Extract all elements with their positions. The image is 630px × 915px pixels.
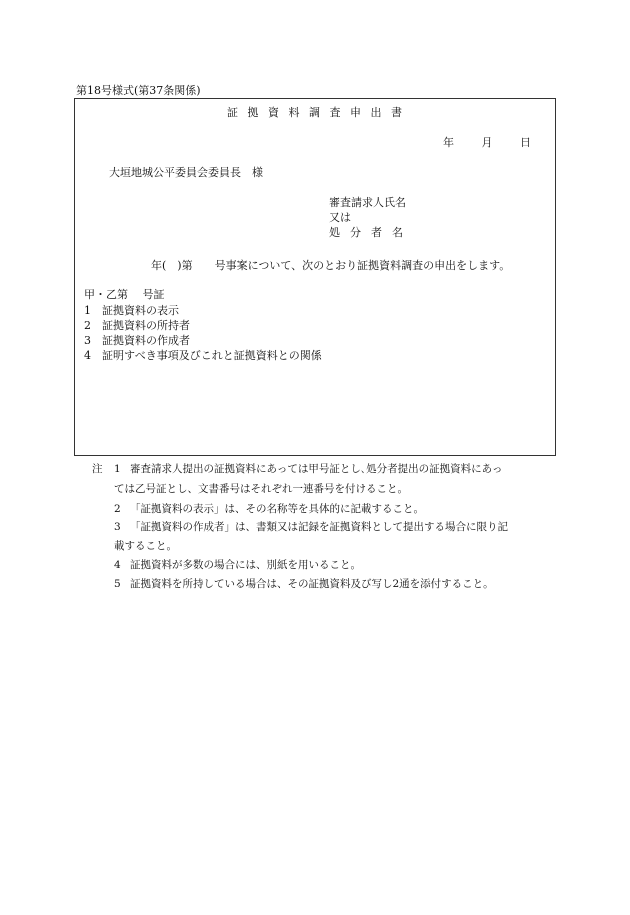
date-line: 年 月 日 (443, 136, 531, 149)
request-sentence: 年( )第 号事案について、次のとおり証拠資料調査の申出をします。 (151, 259, 511, 272)
note-text: 「証拠資料の表示」は、その名称等を具体的に記載すること。 (130, 503, 424, 515)
item-number: 3 (84, 334, 91, 347)
list-item (84, 335, 190, 346)
item-text: 証拠資料の作成者 (102, 334, 190, 347)
note-number: 1 (114, 463, 121, 475)
item-text: 証拠資料の表示 (102, 304, 179, 317)
item-text: 証明すべき事項及びこれと証拠資料との関係 (102, 349, 322, 362)
application-form-box (74, 98, 556, 456)
addressee: 大垣地城公平委員会委員長 様 (109, 166, 263, 179)
note-number: 4 (114, 559, 121, 571)
note-text: 証拠資料が多数の場合には、別紙を用いること。 (130, 559, 361, 571)
list-item (84, 305, 179, 316)
disposer-name-label: 処分者名 (329, 226, 413, 239)
note-number: 3 (114, 521, 121, 533)
note-text: 証拠資料を所持している場合は、その証拠資料及び写し2通を添付すること。 (130, 578, 494, 590)
note-text-continuation: ては乙号証とし、文書番号はそれぞれ一連番号を付けること。 (114, 483, 408, 495)
evidence-number: 甲・乙第 号証 (84, 288, 165, 301)
form-number-label: 第18号様式(第37条関係) (76, 84, 201, 97)
item-number: 1 (84, 304, 91, 317)
note-text: 審査請求人提出の証拠資料にあっては甲号証とし､処分者提出の証拠資料にあっ (130, 463, 503, 475)
item-text: 証拠資料の所持者 (102, 319, 190, 332)
item-number: 4 (84, 349, 91, 362)
applicant-name-label: 審査請求人氏名 (329, 196, 406, 209)
list-item (84, 320, 190, 331)
list-item (84, 350, 322, 361)
document-title: 証 拠 資 料 調 査 申 出 書 (227, 106, 405, 119)
or-label: 又は (329, 211, 351, 224)
notes-heading: 注 (92, 463, 103, 475)
note-text: 「証拠資料の作成者」は、書類又は記録を証拠資料として提出する場合に限り記 (130, 521, 508, 533)
note-text-continuation: 載すること。 (114, 540, 177, 552)
item-number: 2 (84, 319, 91, 332)
note-number: 2 (114, 503, 121, 515)
note-number: 5 (114, 578, 121, 590)
